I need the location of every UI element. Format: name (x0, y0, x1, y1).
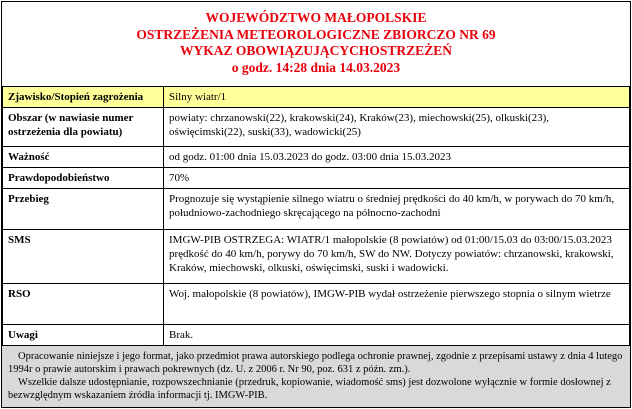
table-row-sms (3, 230, 630, 284)
table-row-area (3, 108, 630, 147)
table-row-probability (3, 168, 630, 189)
validity-value: od godz. 01:00 dnia 15.03.2023 do godz. 03:00 dnia 15.03.2023 (164, 147, 630, 168)
table-row-remarks (3, 325, 630, 346)
rso-value: Woj. małopolskie (8 powiatów), IMGW-PIB wydał ostrzeżenie pierwszego stopnia o silnym wietrze (164, 284, 630, 325)
course-label: Przebieg (3, 189, 164, 230)
region-title: WOJEWÓDZTWO MAŁOPOLSKIE (205, 10, 427, 25)
area-label: Obszar (w nawiasie numer ostrzeżenia dla powiatu) (3, 108, 164, 147)
area-value: powiaty: chrzanowski(22), krakowski(24), Kraków(23), miechowski(25), olkuski(23), oświęcimski(22), suski(33), wadowicki(25) (164, 108, 630, 147)
course-value: Prognozuje się wystąpienie silnego wiatru o średniej prędkości do 40 km/h, w porywach do 70 km/h, południowo-zachodniego skręcającego na północno-zachodni (164, 189, 630, 230)
rso-label: RSO (3, 284, 164, 325)
sms-value: IMGW-PIB OSTRZEGA: WIATR/1 małopolskie (8 powiatów) od 01:00/15.03 do 03:00/15.03.2023 prędkość do 40 km/h, porywy do 70 km/h, SW do NW. Dotyczy powiatów: chrzanowski, krakowski, Kraków, miechowski, olkuski, oświęcimski, suski i wadowicki. (164, 230, 630, 284)
hazard-label: Zjawisko/Stopień zagrożenia (3, 87, 164, 108)
table-row-rso (3, 284, 630, 325)
redistribution-paragraph: Wszelkie dalsze udostępnianie, rozpowszechnianie (przedruk, kopiowanie, wiadomość sms) jest dozwolone wyłącznie w formie dosłownej z bezwzględnym wskazaniem źródła informacji tj. IMGW-PIB. (8, 377, 611, 401)
table-row-validity (3, 147, 630, 168)
probability-label: Prawdopodobieństwo (3, 168, 164, 189)
validity-label: Ważność (3, 147, 164, 168)
table-row-course (3, 189, 630, 230)
probability-value: 70% (164, 168, 630, 189)
document-header (2, 2, 630, 86)
warnings-title: OSTRZEŻENIA METEOROLOGICZNE ZBIORCZO NR 69 (136, 26, 496, 42)
table-row-hazard (3, 87, 630, 108)
issue-time: o godz. 14:28 dnia 14.03.2023 (231, 59, 401, 75)
sms-label: SMS (3, 230, 164, 284)
warning-table (2, 86, 630, 346)
hazard-value: Silny wiatr/1 (164, 87, 630, 108)
list-title: WYKAZ OBOWIĄZUJĄCYCHOSTRZEŻEŃ (180, 43, 452, 58)
copyright-paragraph: Opracowanie niniejsze i jego format, jako przedmiot prawa autorskiego podlega ochronie prawnej, zgodnie z przepisami ustawy z dnia 4 lutego 1994r o prawie autorskim i prawach pokrewnych (dz. U. z 2006 r. Nr 90, poz. 631 z późn. zm.). (8, 351, 623, 375)
copyright-footer (2, 346, 630, 407)
remarks-value: Brak. (164, 325, 630, 346)
remarks-label: Uwagi (3, 325, 164, 346)
